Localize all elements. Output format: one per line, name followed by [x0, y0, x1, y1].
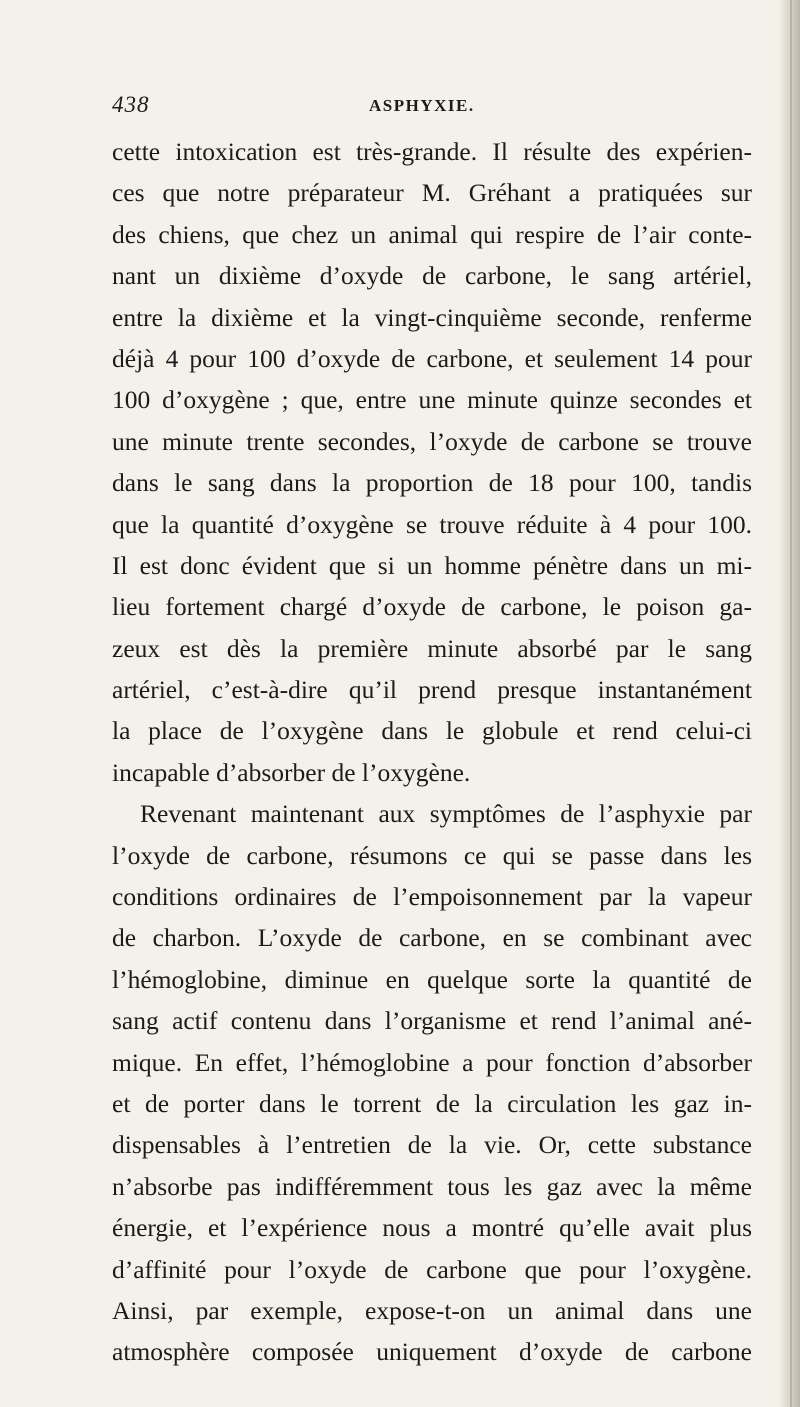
body-text [112, 131, 752, 1373]
text-line: énergie, et l’expérience nous a montré qu’elle avait plus [112, 1213, 752, 1243]
text-line: de charbon. L’oxyde de carbone, en se combinant avec [112, 923, 752, 953]
page-header [112, 92, 752, 122]
text-line: l’oxyde de carbone, résumons ce qui se passe dans les [112, 840, 752, 870]
page-number: 438 [112, 92, 150, 117]
text-line: dispensables à l’entretien de la vie. Or, cette substance [112, 1130, 752, 1160]
text-line: lieu fortement chargé d’oxyde de carbone, le poison ga- [112, 592, 752, 622]
text-line: ces que notre préparateur M. Gréhant a pratiquées sur [112, 178, 752, 208]
text-line: artériel, c’est-à-dire qu’il prend presque instantanément [112, 675, 752, 705]
running-title: ASPHYXIE. [369, 96, 475, 115]
text-line: mique. En effet, l’hémoglobine a pour fonction d’absorber [112, 1047, 752, 1077]
text-line: incapable d’absorber de l’oxygène. [112, 757, 471, 787]
text-line: nant un dixième d’oxyde de carbone, le sang artériel, [112, 261, 752, 291]
text-line: 100 d’oxygène ; que, entre une minute quinze secondes et [112, 385, 752, 415]
text-line: que la quantité d’oxygène se trouve réduite à 4 pour 100. [112, 509, 752, 539]
text-line: dans le sang dans la proportion de 18 pour 100, tandis [112, 468, 752, 498]
text-line: Revenant maintenant aux symptômes de l’asphyxie par [140, 799, 752, 829]
text-line: zeux est dès la première minute absorbé par le sang [112, 633, 752, 663]
text-line: Il est donc évident que si un homme pénètre dans un mi- [112, 550, 752, 580]
text-line: Ainsi, par exemple, expose-t-on un animal dans une [112, 1295, 752, 1325]
text-line: une minute trente secondes, l’oxyde de carbone se trouve [112, 426, 752, 456]
text-line: conditions ordinaires de l’empoisonnement par la vapeur [112, 882, 752, 912]
text-line: des chiens, que chez un animal qui respire de l’air conte- [112, 219, 752, 249]
text-line: n’absorbe pas indifféremment tous les gaz avec la même [112, 1171, 752, 1201]
text-line: la place de l’oxygène dans le globule et rend celui-ci [112, 716, 752, 746]
text-line: d’affinité pour l’oxyde de carbone que pour l’oxygène. [112, 1254, 752, 1284]
text-line: cette intoxication est très-grande. Il résulte des expérien- [112, 137, 752, 166]
page-edge-line [790, 0, 792, 1407]
text-line: déjà 4 pour 100 d’oxyde de carbone, et seulement 14 pour [112, 343, 752, 373]
text-line: l’hémoglobine, diminue en quelque sorte la quantité de [112, 964, 752, 994]
text-line: et de porter dans le torrent de la circulation les gaz in- [112, 1088, 752, 1118]
text-line: atmosphère composée uniquement d’oxyde de carbone [112, 1337, 752, 1367]
page-edge-shadow [778, 0, 800, 1407]
text-line: entre la dixième et la vingt-cinquième seconde, renferme [112, 302, 752, 332]
text-line: sang actif contenu dans l’organisme et rend l’animal ané- [112, 1006, 752, 1036]
